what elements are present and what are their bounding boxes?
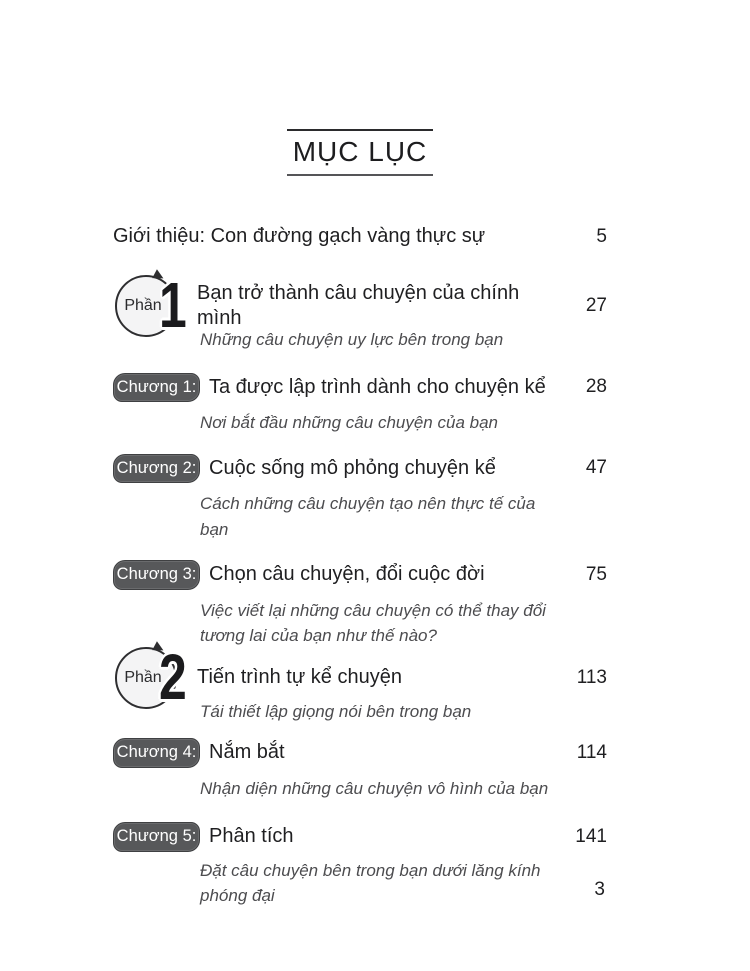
part-badge-label: Phần xyxy=(124,297,162,314)
toc-entry-chapter-2 xyxy=(113,454,607,484)
toc-entry-title: Giới thiệu: Con đường gạch vàng thực sự xyxy=(113,225,486,247)
toc-entry-chapter-5 xyxy=(113,822,607,852)
toc-entry-page: 113 xyxy=(576,666,607,688)
toc-entry-page: 5 xyxy=(596,225,607,247)
part-badge-number: 1 xyxy=(159,269,187,341)
chapter-badge: Chương 3: xyxy=(113,560,200,590)
toc-entry-subtitle: Nơi bắt đầu những câu chuyện của bạn xyxy=(200,413,498,432)
toc-entry-title: Cuộc sống mô phỏng chuyện kể xyxy=(209,456,496,479)
page-title-wrap xyxy=(113,129,607,176)
toc-entry-subtitle: Cách những câu chuyện tạo nên thực tế của bạn xyxy=(200,494,536,539)
toc-entry-page: 28 xyxy=(585,376,607,398)
toc-entry-subtitle: Việc viết lại những câu chuyện có thể thay đổi tương lai của bạn như thế nào? xyxy=(200,600,546,645)
part-badge-number: 2 xyxy=(159,640,187,713)
toc-entry-intro xyxy=(113,224,607,249)
toc-entry-page: 141 xyxy=(575,825,607,847)
toc-entry-chapter-3 xyxy=(113,560,607,590)
toc-entry-title: Chọn câu chuyện, đổi cuộc đời xyxy=(209,563,485,586)
chapter-badge: Chương 5: xyxy=(113,822,200,852)
part-circle-badge xyxy=(113,269,197,341)
toc-entry-page: 47 xyxy=(585,457,607,479)
toc-entry-subtitle: Đặt câu chuyện bên trong bạn dưới lăng kính phóng đại xyxy=(200,860,541,905)
chapter-badge: Chương 1: xyxy=(113,373,200,403)
toc-entry-title: Bạn trở thành câu chuyện của chính mình xyxy=(197,282,520,329)
folio-page-number: 3 xyxy=(594,879,605,900)
toc-entry-chapter-1 xyxy=(113,373,607,403)
toc-entry-subtitle: Nhận diện những câu chuyện vô hình của bạn xyxy=(200,778,549,798)
part-badge-label: Phần xyxy=(124,668,162,686)
toc-entry-page: 75 xyxy=(585,563,607,585)
chapter-badge: Chương 2: xyxy=(113,454,200,484)
toc-entry-subtitle: Tái thiết lập giọng nói bên trong bạn xyxy=(200,701,472,721)
part-circle-badge xyxy=(113,640,197,713)
toc-entry-page: 114 xyxy=(576,741,607,763)
toc-entry-title: Ta được lập trình dành cho chuyện kể xyxy=(209,375,546,398)
toc-entry-subtitle: Những câu chuyện uy lực bên trong bạn xyxy=(200,330,504,349)
toc-entry-chapter-4 xyxy=(113,738,607,768)
page-title: MỤC LỤC xyxy=(287,129,434,176)
toc-content xyxy=(113,0,607,909)
toc-entry-title: Nắm bắt xyxy=(209,741,285,764)
toc-entry-title: Phân tích xyxy=(209,825,294,848)
chapter-badge: Chương 4: xyxy=(113,738,200,768)
toc-entry-page: 27 xyxy=(585,295,607,316)
toc-entry-title: Tiến trình tự kể chuyện xyxy=(197,666,402,688)
